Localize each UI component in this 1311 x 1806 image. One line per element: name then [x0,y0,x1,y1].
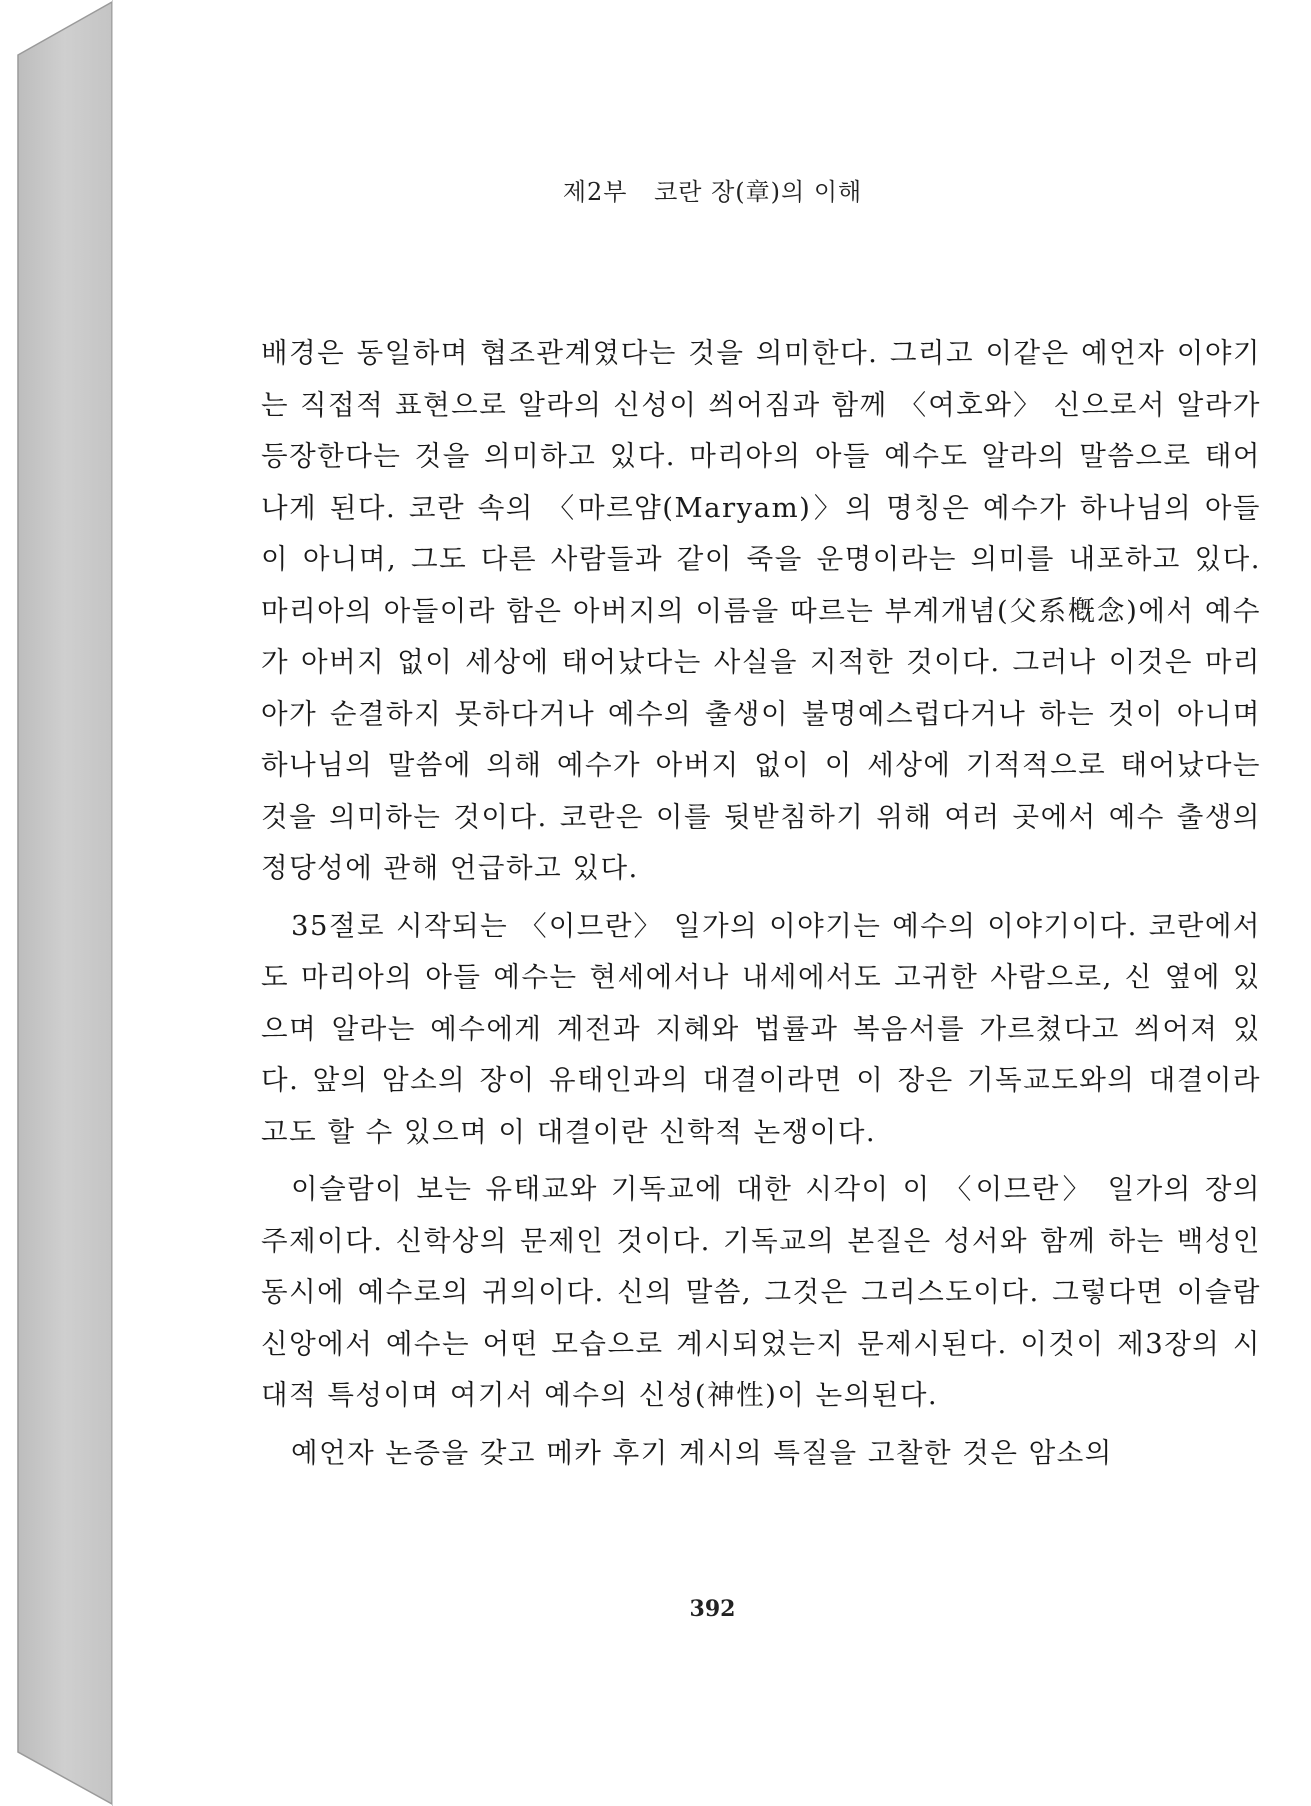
paragraph-1: 배경은 동일하며 협조관계였다는 것을 의미한다. 그리고 이같은 예언자 이야기는 직접적 표현으로 알라의 신성이 씌어짐과 함께 〈여호와〉 신으로서 알라가 등장한다는 것을 의미하고 있다. 마리아의 아들 예수도 알라의 말씀으로 태어나게 된다. 코란 속의 〈마르얌(Maryam)〉의 명칭은 예수가 하나님의 아들이 아니며, 그도 다른 사람들과 같이 죽을 운명이라는 의미를 내포하고 있다. 마리아의 아들이라 함은 아버지의 이름을 따르는 부계개념(父系槪念)에서 예수가 아버지 없이 세상에 태어났다는 사실을 지적한 것이다. 그러나 이것은 마리아가 순결하지 못하다거나 예수의 출생이 불명예스럽다거나 하는 것이 아니며 하나님의 말씀에 의해 예수가 아버지 없이 이 세상에 기적적으로 태어났다는 것을 의미하는 것이다. 코란은 이를 뒷받침하기 위해 여러 곳에서 예수 출생의 정당성에 관해 언급하고 있다. [261,337,1261,884]
running-header [113,172,1311,207]
paragraph-2: 35절로 시작되는 〈이므란〉 일가의 이야기는 예수의 이야기이다. 코란에서도 마리아의 아들 예수는 현세에서나 내세에서도 고귀한 사람으로, 신 옆에 있으며 알라는 예수에게 계전과 지혜와 법률과 복음서를 가르쳤다고 씌어져 있다. 앞의 암소의 장이 유태인과의 대결이라면 이 장은 기독교도와의 대결이라고도 할 수 있으며 이 대결이란 신학적 논쟁이다. [261,909,1261,1148]
page-number: 392 [689,1596,736,1622]
paragraph-4: 예언자 논증을 갖고 메카 후기 계시의 특질을 고찰한 것은 암소의 [291,1436,1113,1469]
body-text [261,328,1261,1479]
page [112,0,1311,1806]
chapter-title: 코란 장(章)의 이해 [654,178,863,206]
part-label: 제2부 [562,178,628,206]
paragraph-3: 이슬람이 보는 유태교와 기독교에 대한 시각이 이 〈이므란〉 일가의 장의 주제이다. 신학상의 문제인 것이다. 기독교의 본질은 성서와 함께 하는 백성인 동시에 예수로의 귀의이다. 신의 말씀, 그것은 그리스도이다. 그렇다면 이슬람 신앙에서 예수는 어떤 모습으로 계시되었는지 문제시된다. 이것이 제3장의 시대적 특성이며 여기서 예수의 신성(神性)이 논의된다. [261,1173,1261,1411]
